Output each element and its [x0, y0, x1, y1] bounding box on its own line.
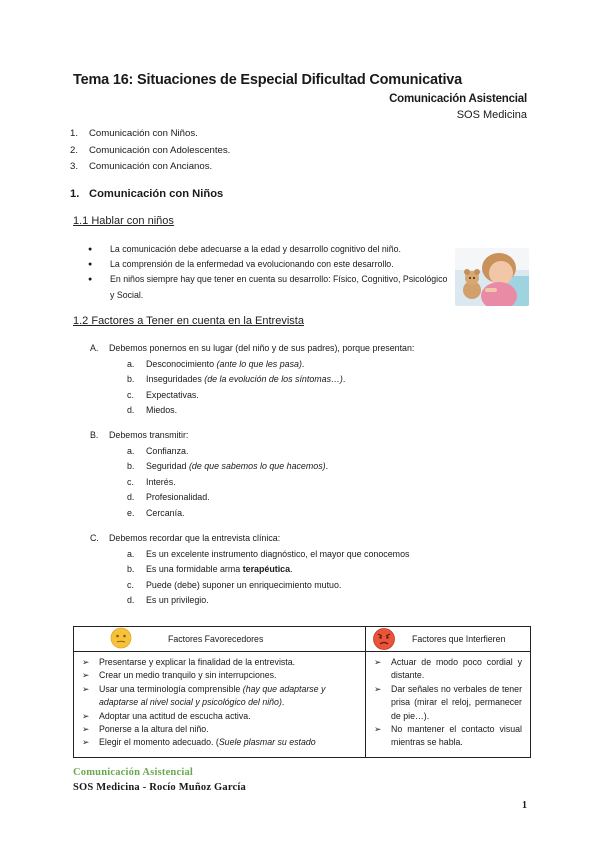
course-name: Comunicación Asistencial: [389, 93, 527, 105]
favorable-factors-list: [82, 656, 360, 750]
list-item: ➢ Usar una terminología comprensible (hay que adaptarse y adaptarse al nivel social y psicológico del niño).: [82, 683, 326, 708]
list-item: e. Cercanía.: [127, 507, 185, 518]
factor-group-a: A. Debemos ponernos en su lugar (del niño y de sus padres), porque presentan: a. Desconocimiento (ante lo que les pasa). b. Inseguridades (de la evolución de los síntomas…). c. Expectativas. d. Miedos.: [90, 341, 414, 419]
list-item: b. Es una formidable arma terapéutica.: [127, 564, 293, 575]
interfering-factors-list: [374, 656, 522, 750]
list-item: ➢ Crear un medio tranquilo y sin interrupciones.: [82, 670, 277, 681]
section-heading: 1. Comunicación con Niños: [70, 188, 224, 200]
list-item: c. Interés.: [127, 476, 176, 487]
subsection-heading-1-2: 1.2 Factores a Tener en cuenta en la Entrevista: [73, 315, 304, 327]
list-item: c. Expectativas.: [127, 389, 199, 400]
list-item: d. Miedos.: [127, 405, 178, 416]
factor-group-c: C. Debemos recordar que la entrevista clínica: a. Es un excelente instrumento diagnóstico, el mayor que conocemos b. Es una formidable arma terapéutica. c. Puede (debe) suponer un enriquecimiento mutuo. d. Es un privilegio.: [90, 531, 409, 609]
toc-item: 2. Comunicación con Adolescentes.: [70, 144, 231, 156]
interfering-factors-header: Factores que Interfieren: [412, 634, 506, 644]
list-item: ➢ Actuar de modo poco cordial y distante.: [374, 657, 522, 681]
bullet-list: [88, 242, 448, 303]
list-item: ➢ Elegir el momento adecuado. (Suele plasmar su estado: [82, 737, 316, 748]
table-of-contents: [70, 126, 230, 176]
list-item: ➢ Adoptar una actitud de escucha activa.: [82, 710, 251, 721]
list-item: ● La comprensión de la enfermedad va evolucionando con este desarrollo.: [88, 257, 448, 272]
list-item: a. Desconocimiento (ante lo que les pasa).: [127, 358, 305, 369]
factors-table: [73, 626, 531, 758]
list-item: ➢ Dar señales no verbales de tener prisa (mirar el reloj, permanecer de pie…).: [374, 683, 522, 721]
list-item: c. Puede (debe) suponer un enriquecimiento mutuo.: [127, 579, 342, 590]
list-item: ● En niños siempre hay que tener en cuenta su desarrollo: Físico, Cognitivo, Psicológico y Social.: [88, 272, 448, 302]
list-item: d. Es un privilegio.: [127, 595, 209, 606]
subsection-heading-1-1: 1.1 Hablar con niños: [73, 215, 174, 227]
page-number: 1: [522, 800, 527, 811]
list-item: d. Profesionalidad.: [127, 492, 210, 503]
list-item: a. Es un excelente instrumento diagnóstico, el mayor que conocemos: [127, 548, 410, 559]
toc-item: 3. Comunicación con Ancianos.: [70, 161, 213, 172]
list-item: b. Seguridad (de que sabemos lo que hacemos).: [127, 461, 329, 472]
list-item: ➢ Ponerse a la altura del niño.: [82, 724, 209, 735]
angry-face-icon: [372, 627, 396, 650]
factor-group-b: B. Debemos transmitir: a. Confianza. b. Seguridad (de que sabemos lo que hacemos). c. Interés. d. Profesionalidad. e. Cercanía.: [90, 428, 328, 522]
list-item: b. Inseguridades (de la evolución de los síntomas…).: [127, 374, 346, 385]
list-item: ● La comunicación debe adecuarse a la edad y desarrollo cognitivo del niño.: [88, 242, 448, 257]
child-photo: [455, 248, 529, 306]
footer-author: SOS Medicina - Rocío Muñoz García: [73, 782, 246, 793]
favorable-factors-header: Factores Favorecedores: [168, 634, 264, 644]
footer-course: Comunicación Asistencial: [73, 767, 194, 778]
list-item: ➢ No mantener el contacto visual mientras se habla.: [374, 724, 522, 748]
list-item: a. Confianza.: [127, 445, 189, 456]
neutral-face-icon: [110, 627, 132, 649]
toc-item: 1. Comunicación con Niños.: [70, 128, 198, 139]
list-item: ➢ Presentarse y explicar la finalidad de la entrevista.: [82, 657, 296, 667]
document-title: Tema 16: Situaciones de Especial Dificultad Comunicativa: [73, 72, 463, 88]
organization-name: SOS Medicina: [456, 109, 527, 121]
